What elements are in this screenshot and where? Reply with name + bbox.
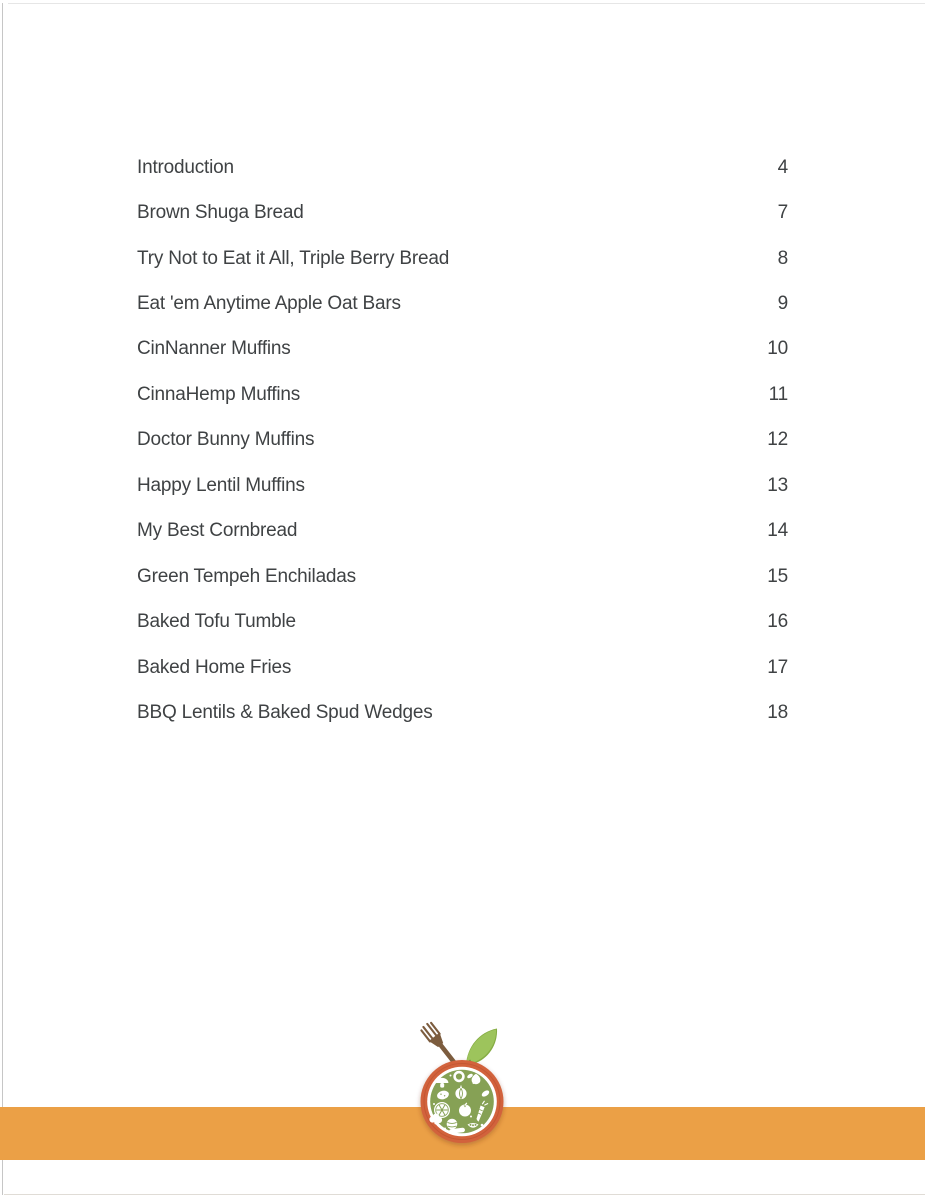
page-edge-bottom	[4, 1194, 925, 1195]
toc-entry-title: Introduction	[137, 156, 234, 178]
toc-entry-page-number: 18	[767, 701, 788, 723]
toc-row	[137, 327, 788, 372]
toc-entry-title: Try Not to Eat it All, Triple Berry Bread	[137, 247, 450, 269]
toc-entry-page-number: 7	[777, 202, 788, 224]
toc-entry-title: BBQ Lentils & Baked Spud Wedges	[137, 701, 433, 723]
toc-entry-page-number: 12	[767, 429, 788, 451]
toc-row	[137, 418, 788, 463]
toc-entry-page-number: 4	[777, 156, 788, 178]
cookbook-logo	[412, 1018, 512, 1150]
toc-row	[137, 145, 788, 190]
toc-entry-page-number: 16	[767, 611, 788, 633]
toc-row	[137, 190, 788, 235]
page-edge-left	[2, 3, 3, 1195]
toc-row	[137, 509, 788, 554]
toc-entry-title: Baked Home Fries	[137, 656, 292, 678]
toc-row	[137, 281, 788, 326]
toc-entry-title: Green Tempeh Enchiladas	[137, 565, 356, 587]
toc-entry-page-number: 14	[767, 520, 788, 542]
toc-row	[137, 690, 788, 735]
toc-row	[137, 463, 788, 508]
toc-entry-page-number: 10	[767, 338, 788, 360]
table-of-contents	[137, 145, 788, 736]
toc-entry-title: Baked Tofu Tumble	[137, 611, 296, 633]
toc-entry-title: Happy Lentil Muffins	[137, 474, 305, 496]
toc-row	[137, 236, 788, 281]
page-edge-top	[8, 3, 925, 4]
toc-entry-page-number: 13	[767, 474, 788, 496]
toc-entry-title: CinNanner Muffins	[137, 338, 291, 360]
toc-entry-title: Eat 'em Anytime Apple Oat Bars	[137, 293, 401, 315]
tomato-icon	[447, 1119, 458, 1130]
toc-entry-title: My Best Cornbread	[137, 520, 298, 542]
toc-row	[137, 599, 788, 644]
toc-entry-title: Doctor Bunny Muffins	[137, 429, 315, 451]
toc-row	[137, 372, 788, 417]
toc-entry-page-number: 8	[777, 247, 788, 269]
toc-entry-page-number: 9	[777, 293, 788, 315]
toc-entry-page-number: 11	[768, 383, 788, 405]
toc-row	[137, 554, 788, 599]
toc-entry-page-number: 15	[767, 565, 788, 587]
toc-entry-title: CinnaHemp Muffins	[137, 383, 301, 405]
toc-entry-page-number: 17	[767, 656, 788, 678]
toc-row	[137, 645, 788, 690]
toc-entry-title: Brown Shuga Bread	[137, 202, 304, 224]
